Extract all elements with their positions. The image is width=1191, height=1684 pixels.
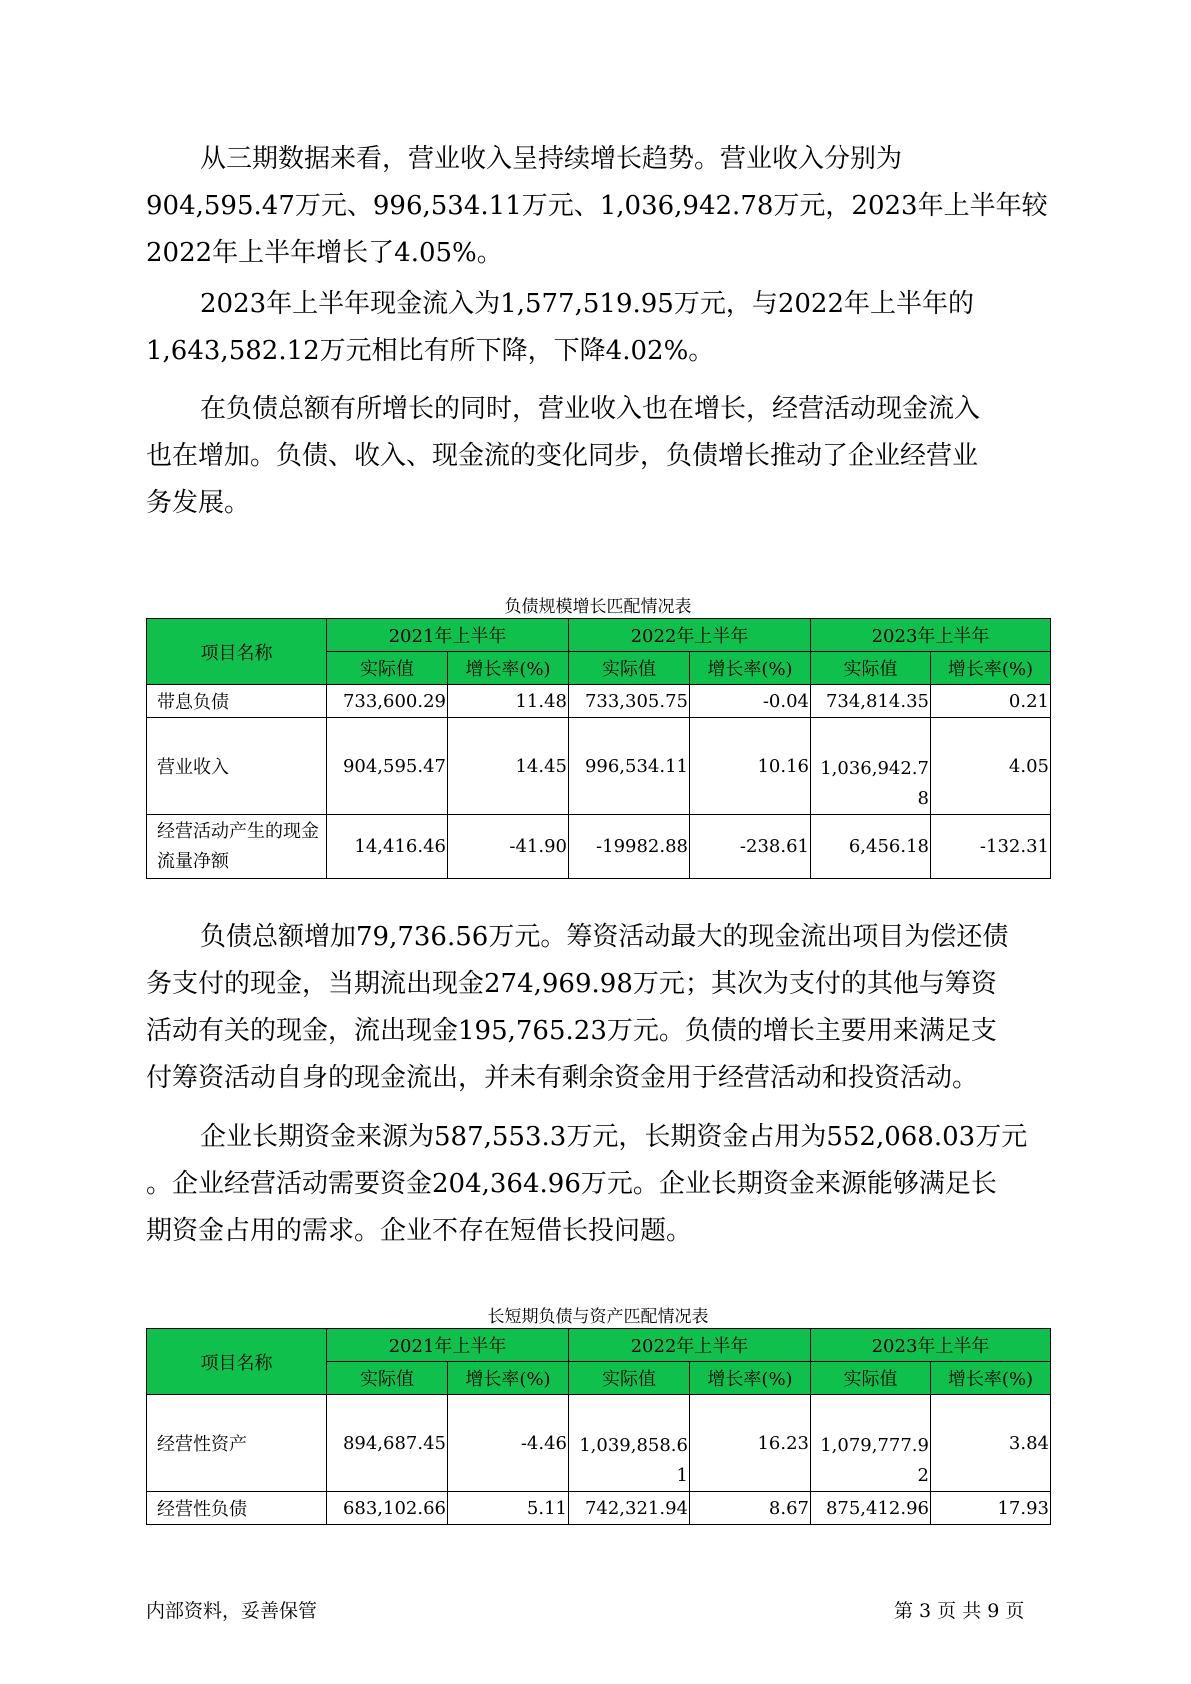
header-growth: 增长率(%)	[931, 652, 1051, 685]
header-period: 2023年上半年	[811, 1329, 1051, 1362]
text-line: 1,643,582.12万元相比有所下降，下降4.02%。	[146, 336, 715, 366]
text-line: 2023年上半年现金流入为1,577,519.95万元，与2022年上半年的	[200, 289, 975, 319]
text-line: 付筹资活动自身的现金流出，并未有剩余资金用于经营活动和投资活动。	[146, 1063, 979, 1093]
text-line: 904,595.47万元、996,534.11万元、1,036,942.78万元，2023年上半年较	[146, 191, 1048, 221]
cell-value: 4.05	[931, 718, 1051, 815]
cell-value: 904,595.47	[327, 718, 448, 815]
header-item-name: 项目名称	[147, 1329, 327, 1395]
header-growth: 增长率(%)	[690, 652, 811, 685]
table-row	[147, 1395, 1051, 1492]
cell-value: 6,456.18	[811, 815, 931, 879]
footer-page-number: 第 3 页 共 9 页	[894, 1600, 1025, 1622]
cell-value: 683,102.66	[327, 1492, 448, 1525]
cell-value: 10.16	[690, 718, 811, 815]
footer-confidential-note: 内部资料，妥善保管	[146, 1600, 318, 1622]
header-actual: 实际值	[327, 652, 448, 685]
paragraph-revenue-trend	[146, 136, 1046, 277]
cell-value: 3.84	[931, 1395, 1051, 1492]
table-row	[147, 685, 1051, 718]
cell-value: 875,412.96	[811, 1492, 931, 1525]
text-line: 活动有关的现金，流出现金195,765.23万元。负债的增长主要用来满足支	[146, 1016, 997, 1046]
text-line: 企业长期资金来源为587,553.3万元，长期资金占用为552,068.03万元	[200, 1122, 1028, 1152]
cell-value: 17.93	[931, 1492, 1051, 1525]
cell-value: -238.61	[690, 815, 811, 879]
cell-value: 11.48	[448, 685, 569, 718]
cell-value: 733,600.29	[327, 685, 448, 718]
cell-value: 894,687.45	[327, 1395, 448, 1492]
table-row	[147, 718, 1051, 815]
header-actual: 实际值	[327, 1362, 448, 1395]
cell-value: 14.45	[448, 718, 569, 815]
cell-value: -132.31	[931, 815, 1051, 879]
header-actual: 实际值	[811, 652, 931, 685]
row-name: 经营性负债	[147, 1492, 327, 1525]
row-name: 经营活动产生的现金流量净额	[147, 815, 327, 879]
header-period: 2022年上半年	[569, 619, 811, 652]
text-line: 2022年上半年增长了4.05%。	[146, 238, 503, 268]
row-name: 营业收入	[147, 718, 327, 815]
cell-value: 996,534.11	[569, 718, 690, 815]
table-caption-debt-scale: 负债规模增长匹配情况表	[504, 597, 692, 617]
cell-value: 8.67	[690, 1492, 811, 1525]
table-caption-maturity-matching: 长短期负债与资产匹配情况表	[487, 1307, 709, 1327]
cell-value: -19982.88	[569, 815, 690, 879]
header-growth: 增长率(%)	[448, 1362, 569, 1395]
paragraph-long-term-funds	[146, 1114, 1046, 1255]
cell-value: -0.04	[690, 685, 811, 718]
text-line: 期资金占用的需求。企业不存在短借长投问题。	[146, 1216, 693, 1246]
header-growth: 增长率(%)	[931, 1362, 1051, 1395]
cell-value: 0.21	[931, 685, 1051, 718]
row-name: 经营性资产	[147, 1395, 327, 1492]
header-period: 2021年上半年	[327, 619, 569, 652]
text-line: 从三期数据来看，营业收入呈持续增长趋势。营业收入分别为	[200, 144, 903, 174]
table-debt-scale	[146, 618, 1051, 879]
header-actual: 实际值	[569, 652, 690, 685]
paragraph-financing-outflow	[146, 914, 1046, 1102]
table-row	[147, 1492, 1051, 1525]
header-actual: 实际值	[811, 1362, 931, 1395]
cell-value: 14,416.46	[327, 815, 448, 879]
cell-value: 742,321.94	[569, 1492, 690, 1525]
table-row	[147, 815, 1051, 879]
text-line: 务支付的现金，当期流出现金274,969.98万元；其次为支付的其他与筹资	[146, 969, 997, 999]
header-item-name: 项目名称	[147, 619, 327, 685]
header-growth: 增长率(%)	[690, 1362, 811, 1395]
text-line: 也在增加。负债、收入、现金流的变化同步，负债增长推动了企业经营业	[146, 441, 979, 471]
cell-value: 734,814.35	[811, 685, 931, 718]
header-actual: 实际值	[569, 1362, 690, 1395]
table-maturity-matching	[146, 1328, 1051, 1525]
header-period: 2023年上半年	[811, 619, 1051, 652]
cell-value: 733,305.75	[569, 685, 690, 718]
header-period: 2022年上半年	[569, 1329, 811, 1362]
text-line: 。企业经营活动需要资金204,364.96万元。企业长期资金来源能够满足长	[146, 1169, 997, 1199]
row-name: 带息负债	[147, 685, 327, 718]
cell-value: -4.46	[448, 1395, 569, 1492]
cell-value: 5.11	[448, 1492, 569, 1525]
paragraph-debt-growth	[146, 386, 1046, 527]
text-line: 负债总额增加79,736.56万元。筹资活动最大的现金流出项目为偿还债	[200, 922, 1009, 952]
cell-value: 1,079,777.92	[811, 1395, 931, 1492]
cell-value: -41.90	[448, 815, 569, 879]
header-period: 2021年上半年	[327, 1329, 569, 1362]
text-line: 务发展。	[146, 488, 251, 518]
header-growth: 增长率(%)	[448, 652, 569, 685]
text-line: 在负债总额有所增长的同时，营业收入也在增长，经营活动现金流入	[200, 394, 981, 424]
cell-value: 16.23	[690, 1395, 811, 1492]
cell-value: 1,036,942.78	[811, 718, 931, 815]
paragraph-cash-inflow	[146, 281, 1046, 375]
cell-value: 1,039,858.61	[569, 1395, 690, 1492]
